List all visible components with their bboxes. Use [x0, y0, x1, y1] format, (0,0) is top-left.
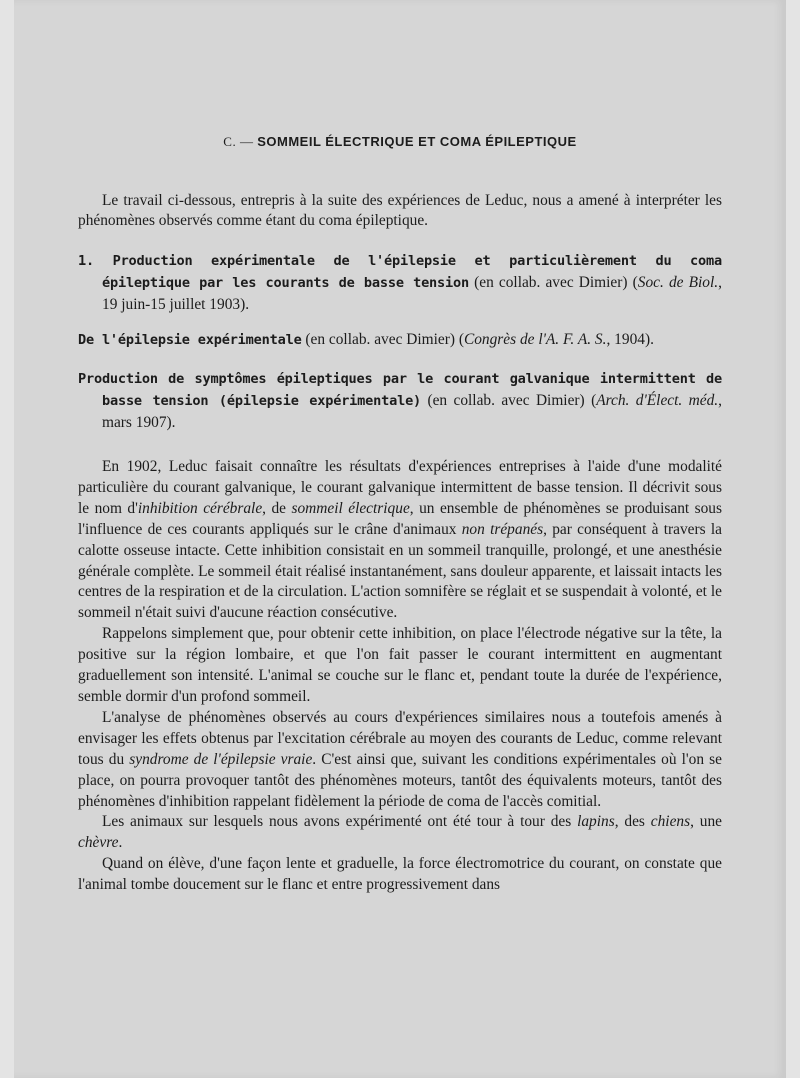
reference-source: Arch. d'Élect. méd.: [596, 392, 719, 409]
reference-item: [78, 368, 722, 433]
reference-item: [78, 250, 722, 315]
body-paragraph: Rappelons simplement que, pour obtenir cette inhibition, on place l'électrode négative sur la tête, la positive sur la région lombaire, et que l'on fait passer le courant intermittent en augmentant graduellement son intensité. L'animal se couche sur le flanc et, pendant toute la durée de l'expérience, semble dormir d'un profond sommeil.: [78, 625, 722, 705]
body-text: [78, 457, 722, 896]
text-run: , un ensemble de phénomènes se produisant sous l'influence de ces courants appliqués sur le crâne d'animaux: [78, 499, 722, 538]
italic-term: syndrome de l'épilepsie vraie: [129, 750, 313, 768]
reference-item: [78, 329, 722, 351]
reference-date: , 19 juin-15 juillet 1903).: [102, 274, 722, 313]
body-paragraph: [78, 457, 722, 624]
text-run: L'analyse de phénomènes observés au cours d'expériences similaires nous a toutefois amenés à envisager les effets obtenus par l'excitation cérébrale au moyen des courants de Leduc, comme relevant tous du: [78, 708, 722, 768]
italic-term: sommeil électrique: [291, 499, 410, 517]
reference-date: , 1904).: [606, 331, 654, 348]
text-run: , de: [262, 499, 292, 517]
section-title: SOMMEIL ÉLECTRIQUE ET COMA ÉPILEPTIQUE: [257, 134, 577, 149]
text-run: . C'est ainsi que, suivant les conditions expérimentales où l'on se place, on pourra provoquer tantôt des phénomènes moteurs, tantôt des équivalents moteurs, tantôt des phénomènes d'inhibition rappelant fidèlement la période de coma de l'accès comitial.: [78, 750, 722, 810]
italic-term: chiens: [650, 813, 691, 831]
reference-title: Production de symptômes épileptiques par le courant galvanique intermittent de basse tension (épilepsie expérimentale): [78, 371, 722, 409]
text-run: En 1902, Leduc faisait connaître les résultats d'expériences entreprises à l'aide d'une modalité particulière du courant galvanique, le courant galvanique intermittent de basse tension. Il décrivit sous le nom d': [78, 458, 722, 517]
reference-collab: (en collab. avec Dimier) (: [301, 331, 464, 348]
body-paragraph: [78, 812, 722, 854]
reference-title: De l'épilepsie expérimentale: [78, 332, 302, 348]
intro-paragraph: Le travail ci-dessous, entrepris à la suite des expériences de Leduc, nous a amené à interpréter les phénomènes observés comme étant du coma épileptique.: [78, 192, 722, 229]
italic-term: lapins: [577, 813, 615, 831]
section-heading: [78, 134, 722, 150]
body-paragraph: [78, 708, 722, 813]
text-run: , par conséquent à travers la calotte osseuse intacte. Cette inhibition consistait en un sommeil tranquille, prolongé, et une anesthésie générale complète. Le sommeil était réalisé instantanément, sans douleur apparente, et laissait intacts les centres de la respiration et de la circulation. L'action somnifère se réglait et se suspendait à volonté, et le sommeil n'était suivi d'aucune réaction consécutive.: [78, 520, 722, 622]
body-paragraph: Quand on élève, d'une façon lente et graduelle, la force électromotrice du courant, on constate que l'animal tombe doucement sur le flanc et entre progressivement dans: [78, 855, 722, 894]
reference-collab: (en collab. avec Dimier) (: [421, 392, 597, 409]
italic-term: chèvre: [78, 834, 119, 852]
text-run: Les animaux sur lesquels nous avons expérimenté ont été tour à tour des: [102, 813, 578, 831]
reference-title: 1. Production expérimentale de l'épilepsie et particulièrement du coma épileptique par les courants de basse tension: [78, 253, 722, 291]
reference-source: Congrès de l'A. F. A. S.: [463, 331, 607, 348]
scanned-page: [14, 0, 786, 1078]
italic-term: inhibition cérébrale: [137, 499, 263, 517]
text-run: .: [118, 834, 123, 852]
text-run: , une: [690, 813, 723, 831]
reference-collab: (en collab. avec Dimier) (: [468, 274, 638, 291]
reference-source: Soc. de Biol.: [637, 274, 719, 291]
text-run: , des: [614, 813, 651, 831]
section-prefix: C. —: [223, 134, 258, 149]
italic-term: non trépanés: [461, 520, 544, 538]
reference-date: , mars 1907).: [102, 392, 722, 431]
